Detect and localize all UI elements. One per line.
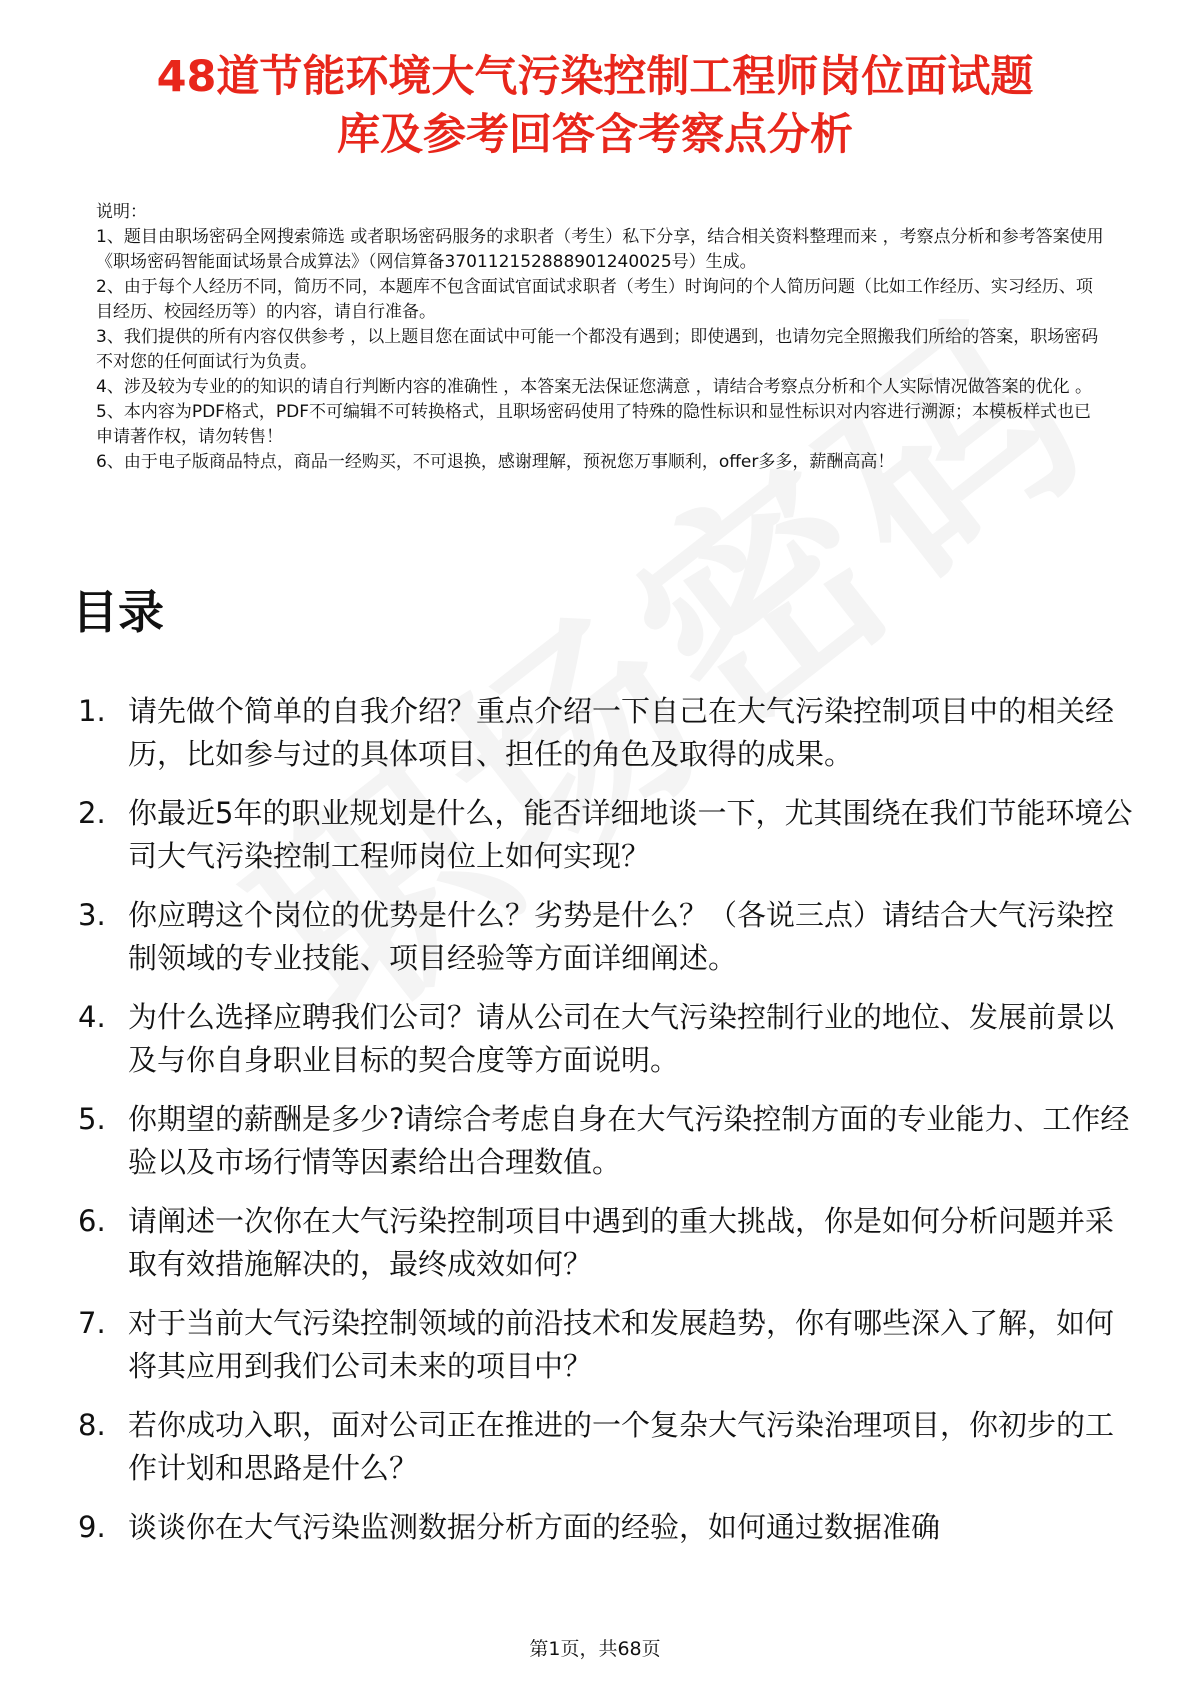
- toc-item-number: 4.: [78, 1000, 106, 1034]
- toc-list: [78, 690, 1138, 1565]
- toc-item-number: 5.: [78, 1102, 106, 1136]
- note-item-5: 5、本内容为PDF格式，PDF不可编辑不可转换格式，且职场密码使用了特殊的隐性标识和显性标识对内容进行溯源；本模板样式也已申请著作权，请勿转售！: [96, 402, 1092, 447]
- note-item-2: 2、由于每个人经历不同，简历不同，本题库不包含面试官面试求职者（考生）时询问的个人简历问题（比如工作经历、实习经历、项目经历、校园经历等）的内容，请自行准备。: [96, 277, 1093, 322]
- toc-item[interactable]: [78, 894, 1138, 980]
- title-line-1: 48道节能环境大气污染控制工程师岗位面试题: [156, 52, 1034, 102]
- toc-item-text: 请先做个简单的自我介绍？重点介绍一下自己在大气污染控制项目中的相关经历，比如参与过的具体项目、担任的角色及取得的成果。: [128, 694, 1115, 771]
- toc-item-number: 2.: [78, 796, 106, 830]
- toc-item-text: 请阐述一次你在大气污染控制项目中遇到的重大挑战，你是如何分析问题并采取有效措施解决的，最终成效如何？: [128, 1204, 1115, 1281]
- toc-item-number: 7.: [78, 1306, 106, 1340]
- toc-item-number: 6.: [78, 1204, 106, 1238]
- notes-label: 说明：: [96, 202, 147, 222]
- toc-item[interactable]: [78, 1200, 1138, 1286]
- note-item-1: 1、题目由职场密码全网搜索筛选 或者职场密码服务的求职者（考生）私下分享，结合相关资料整理而来 ，考察点分析和参考答案使用《职场密码智能面试场景合成算法》（网信算备370112152888901240025号）生成。: [96, 227, 1104, 272]
- toc-item-text: 对于当前大气污染控制领域的前沿技术和发展趋势，你有哪些深入了解，如何将其应用到我们公司未来的项目中？: [128, 1306, 1115, 1383]
- toc-heading: 目录: [72, 585, 164, 639]
- toc-item-number: 9.: [78, 1510, 106, 1544]
- toc-item[interactable]: [78, 690, 1138, 776]
- toc-item-text: 你应聘这个岗位的优势是什么？劣势是什么？（各说三点）请结合大气污染控制领域的专业技能、项目经验等方面详细阐述。: [128, 898, 1115, 975]
- notes-section: [96, 200, 1106, 475]
- toc-item[interactable]: [78, 996, 1138, 1082]
- note-item-4: 4、涉及较为专业的的知识的请自行判断内容的准确性 ，本答案无法保证您满意 ，请结合考察点分析和个人实际情况做答案的优化 。: [96, 377, 1093, 397]
- page-footer: 第1页，共68页: [529, 1638, 661, 1660]
- document-title: [60, 48, 1130, 164]
- toc-item[interactable]: [78, 1404, 1138, 1490]
- title-line-2: 库及参考回答含考察点分析: [337, 110, 853, 160]
- toc-item[interactable]: [78, 1098, 1138, 1184]
- note-item-3: 3、我们提供的所有内容仅供参考 ，以上题目您在面试中可能一个都没有遇到；即使遇到，也请勿完全照搬我们所给的答案，职场密码不对您的任何面试行为负责。: [96, 327, 1099, 372]
- toc-item[interactable]: [78, 792, 1138, 878]
- toc-item-number: 1.: [78, 694, 106, 728]
- toc-item-number: 8.: [78, 1408, 106, 1442]
- toc-item-text: 谈谈你在大气污染监测数据分析方面的经验，如何通过数据准确: [128, 1510, 941, 1544]
- toc-item-number: 3.: [78, 898, 106, 932]
- toc-item-text: 你最近5年的职业规划是什么，能否详细地谈一下，尤其围绕在我们节能环境公司大气污染控制工程师岗位上如何实现？: [128, 796, 1133, 873]
- toc-item[interactable]: [78, 1506, 1138, 1549]
- toc-item[interactable]: [78, 1302, 1138, 1388]
- toc-item-text: 你期望的薪酬是多少?请综合考虑自身在大气污染控制方面的专业能力、工作经验以及市场行情等因素给出合理数值。: [128, 1102, 1130, 1179]
- note-item-6: 6、由于电子版商品特点，商品一经购买，不可退换，感谢理解，预祝您万事顺利，offer多多，薪酬高高！: [96, 452, 895, 472]
- toc-item-text: 为什么选择应聘我们公司？请从公司在大气污染控制行业的地位、发展前景以及与你自身职业目标的契合度等方面说明。: [128, 1000, 1115, 1077]
- toc-item-text: 若你成功入职，面对公司正在推进的一个复杂大气污染治理项目，你初步的工作计划和思路是什么？: [128, 1408, 1115, 1485]
